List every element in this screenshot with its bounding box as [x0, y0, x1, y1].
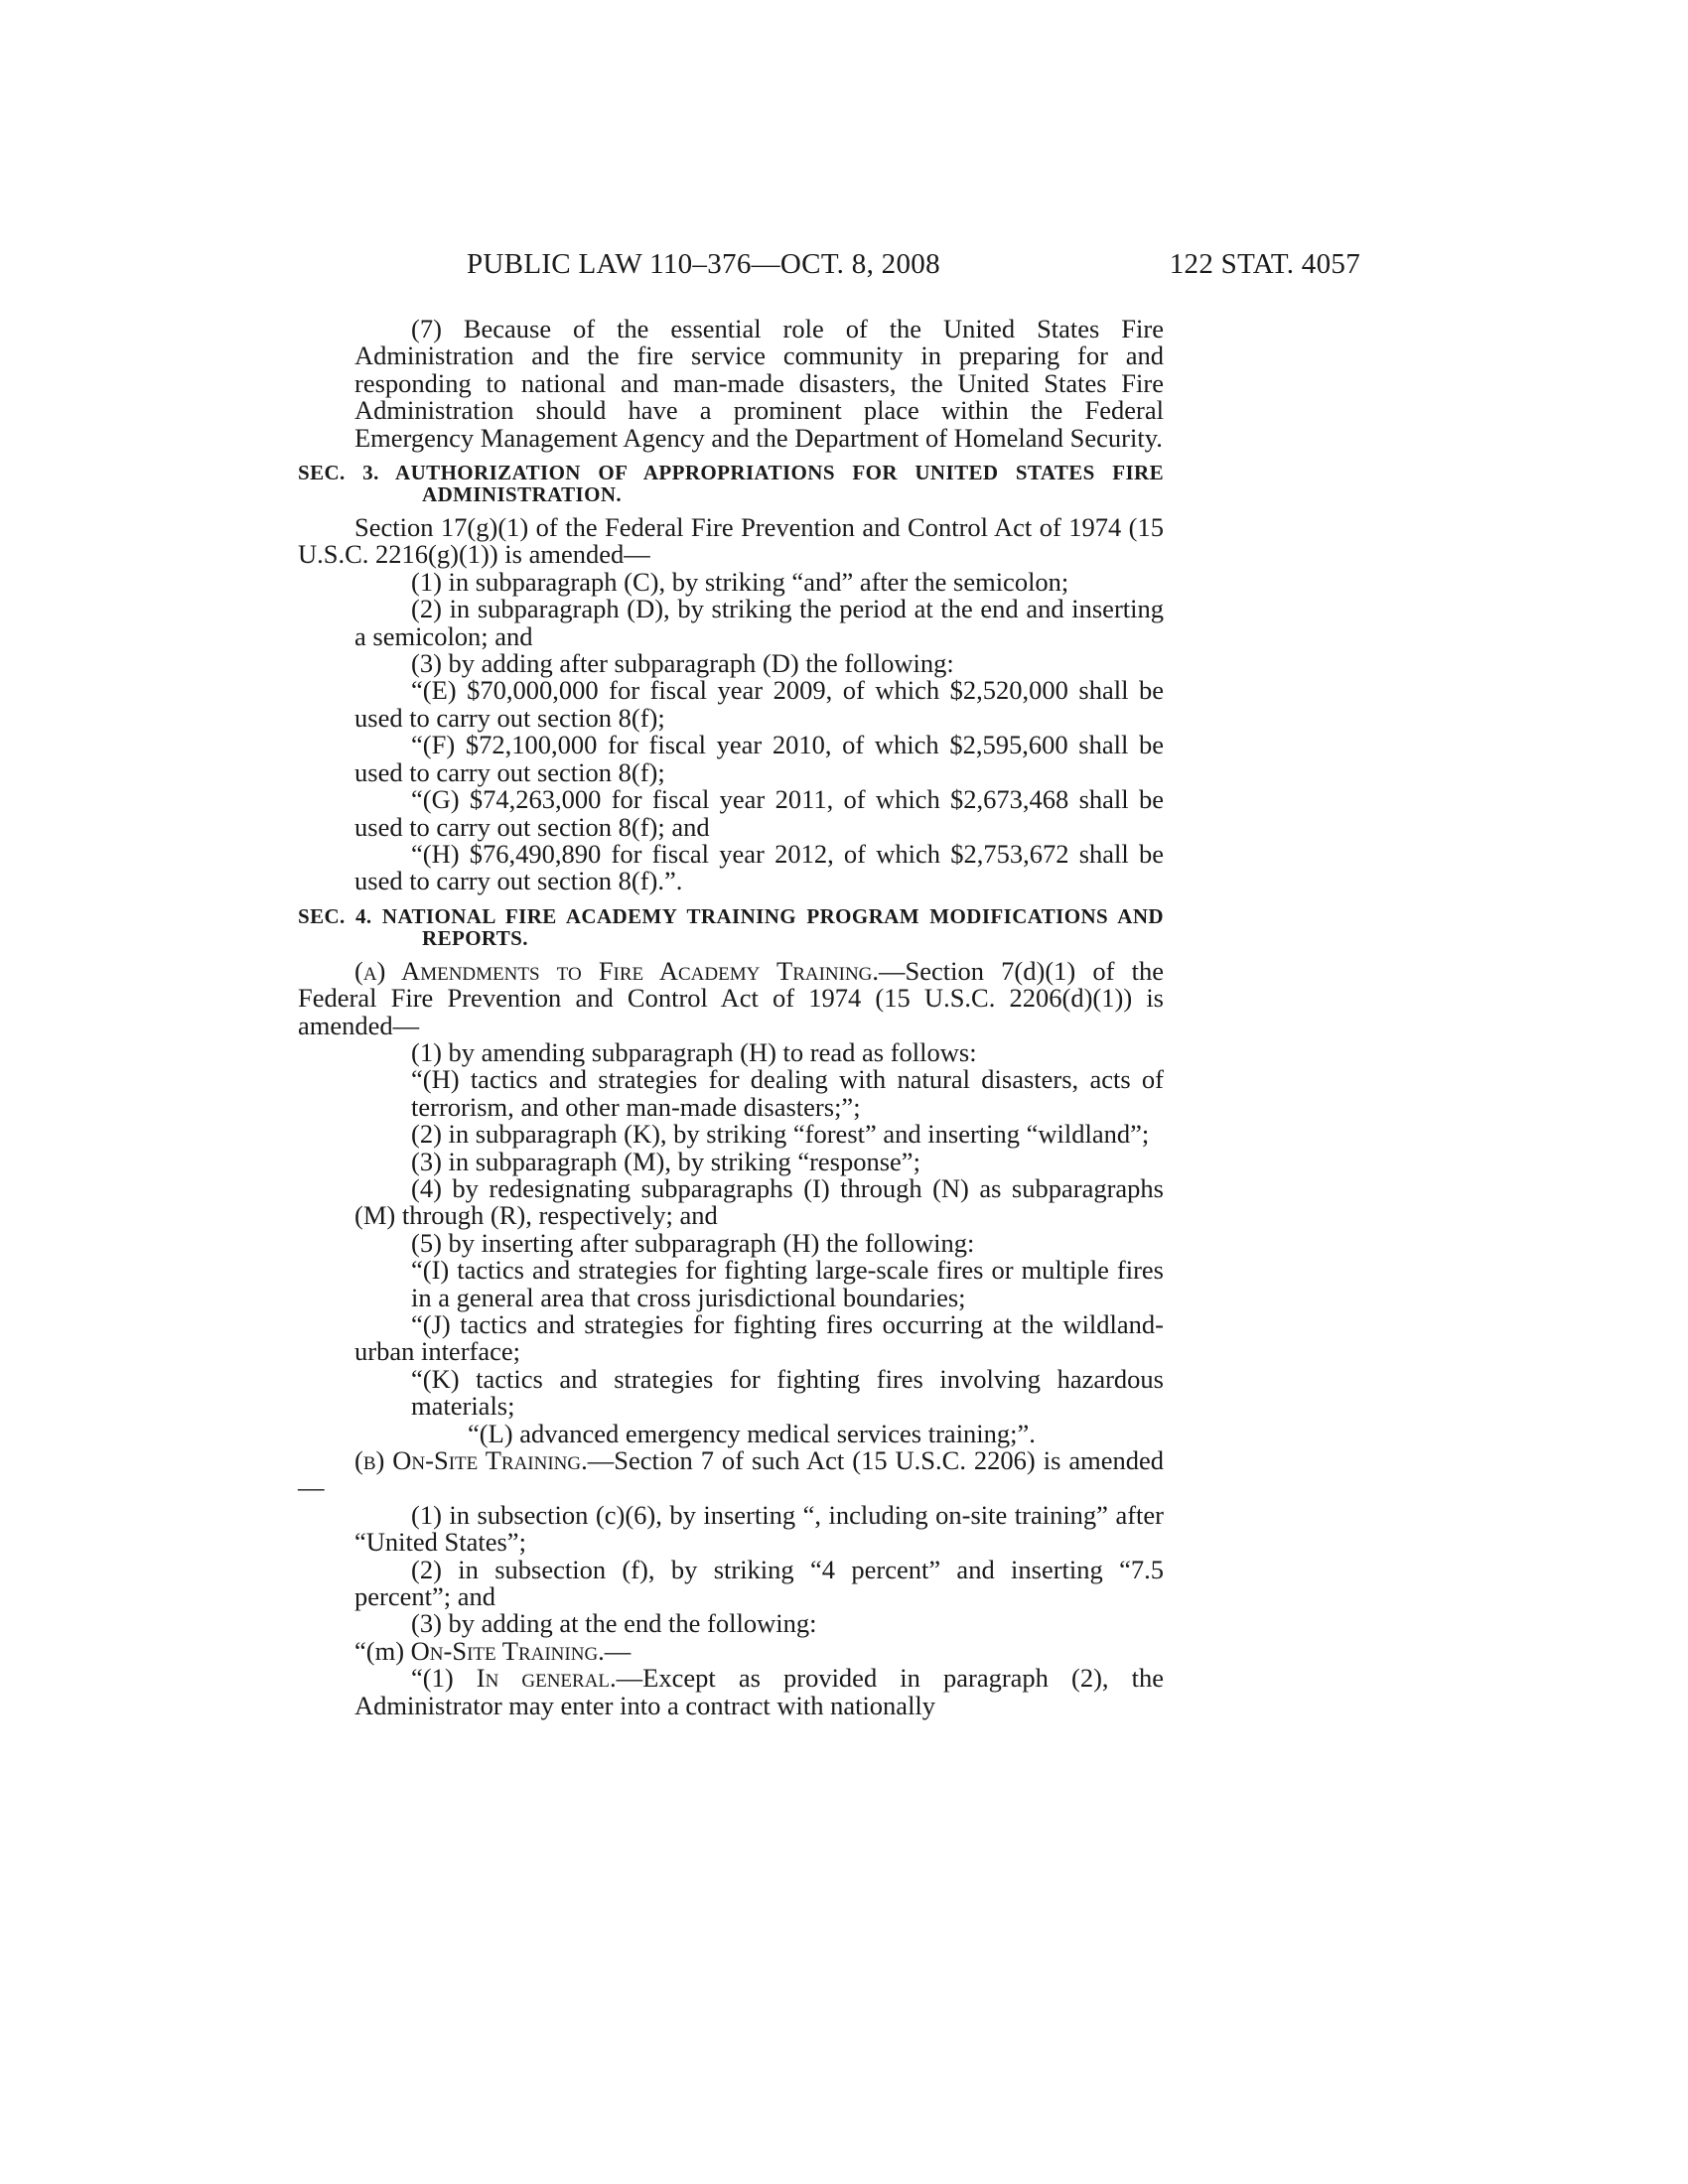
statute-body: [298, 316, 1164, 1719]
sec4-b-item-2: (2) in subsection (f), by striking “4 percent” and inserting “7.5 percent”; and: [354, 1554, 1164, 1612]
sec4-b-item-1: (1) in subsection (c)(6), by inserting “, including on-site training” after “United States”;: [354, 1499, 1164, 1558]
sec3-item-2: (2) in subparagraph (D), by striking the period at the end and inserting a semicolon; and: [354, 594, 1164, 651]
sec4-b-item-3: (3) by adding at the end the following:: [411, 1608, 817, 1639]
running-header: [0, 248, 1688, 288]
subsection-a-text: —Section 7(d)(1) of the Federal Fire Prevention and Control Act of 1974 (15 U.S.C. 2206(d)(1)) is amended—: [298, 955, 1164, 1040]
sec3-item-1: (1) in subparagraph (C), by striking “and” after the semicolon;: [411, 566, 1069, 597]
section-3-intro: Section 17(g)(1) of the Federal Fire Prevention and Control Act of 1974 (15 U.S.C. 2216(g)(1)) is amended—: [298, 512, 1164, 570]
sec3-item-3: (3) by adding after subparagraph (D) the following:: [411, 648, 954, 679]
sec4-a-item-5-l: “(L) advanced emergency medical services training;”.: [468, 1418, 1036, 1448]
finding-7: (7) Because of the essential role of the United States Fire Administration and the fire service community in preparing for and responding to national and man-made disasters, the United States Fire Administration should have a prominent place within the Federal Emergency Management Agency and the Department of Homeland Security.: [354, 314, 1164, 453]
stat-page-number: 122 STAT. 4057: [1169, 248, 1360, 280]
sec3-item-f: “(F) $72,100,000 for fiscal year 2010, of which $2,595,600 shall be used to carry out section 8(f);: [354, 730, 1164, 787]
sec4-a-item-5-k: “(K) tactics and strategies for fighting fires involving hazardous materials;: [411, 1363, 1164, 1422]
sec4-a-item-2: (2) in subparagraph (K), by striking “forest” and inserting “wildland”;: [411, 1119, 1150, 1150]
sec4-a-item-4: (4) by redesignating subparagraphs (I) through (N) as subparagraphs (M) through (R), respectively; and: [354, 1172, 1164, 1231]
law-citation: PUBLIC LAW 110–376—OCT. 8, 2008: [467, 248, 940, 280]
sec3-item-g: “(G) $74,263,000 for fiscal year 2011, of which $2,673,468 shall be used to carry out section 8(f); and: [354, 784, 1164, 842]
subsection-m-paragraph-1: [298, 1665, 1164, 1719]
subsection-m-open: “(m): [354, 1635, 411, 1666]
subsection-a-label: (a) Amendments to Fire Academy Training.: [354, 955, 880, 986]
subsection-m-dash: —: [604, 1635, 632, 1666]
subsection-b: [298, 1447, 1164, 1502]
paragraph-1-open: “(1): [411, 1663, 477, 1694]
subparagraph-h-text: “(H) tactics and strategies for dealing with natural disasters, acts of terrorism, and other man-made disasters;”;: [411, 1064, 1164, 1122]
subsection-m: [298, 1635, 1164, 1666]
sec3-item-e: “(E) $70,000,000 for fiscal year 2009, of which $2,520,000 shall be used to carry out section 8(f);: [354, 675, 1164, 733]
sec4-a-item-3: (3) in subparagraph (M), by striking “response”;: [411, 1146, 920, 1176]
section-4-heading: SEC. 4. NATIONAL FIRE ACADEMY TRAINING PROGRAM MODIFICATIONS AND REPORTS.: [298, 903, 1164, 950]
section-3-heading: SEC. 3. AUTHORIZATION OF APPROPRIATIONS FOR UNITED STATES FIRE ADMINISTRATION.: [298, 461, 1164, 507]
sec4-a-item-1-h: [411, 1066, 1164, 1121]
sec4-a-item-5: (5) by inserting after subparagraph (H) the following:: [411, 1227, 975, 1258]
subsection-m-label: On-Site Training.: [410, 1635, 605, 1666]
subsection-b-label: (b) On-Site Training.: [354, 1445, 588, 1476]
subsection-b-text: —Section 7 of such Act (15 U.S.C. 2206) is amended—: [298, 1445, 1165, 1503]
sec4-a-item-1: (1) by amending subparagraph (H) to read as follows:: [411, 1036, 977, 1067]
subsection-a: [298, 955, 1164, 1040]
paragraph-1-text: —Except as provided in paragraph (2), the Administrator may enter into a contract with nationally: [354, 1663, 1164, 1720]
sec4-a-item-5-i: “(I) tactics and strategies for fighting large-scale fires or multiple fires in a general area that cross jurisdictional boundaries;: [411, 1255, 1164, 1312]
sec4-a-item-5-j: “(J) tactics and strategies for fighting fires occurring at the wildland-urban interface;: [354, 1309, 1164, 1367]
sec3-item-h: “(H) $76,490,890 for fiscal year 2012, of which $2,753,672 shall be used to carry out section 8(f).”.: [354, 838, 1164, 896]
paragraph-1-label: In general.: [476, 1663, 617, 1694]
